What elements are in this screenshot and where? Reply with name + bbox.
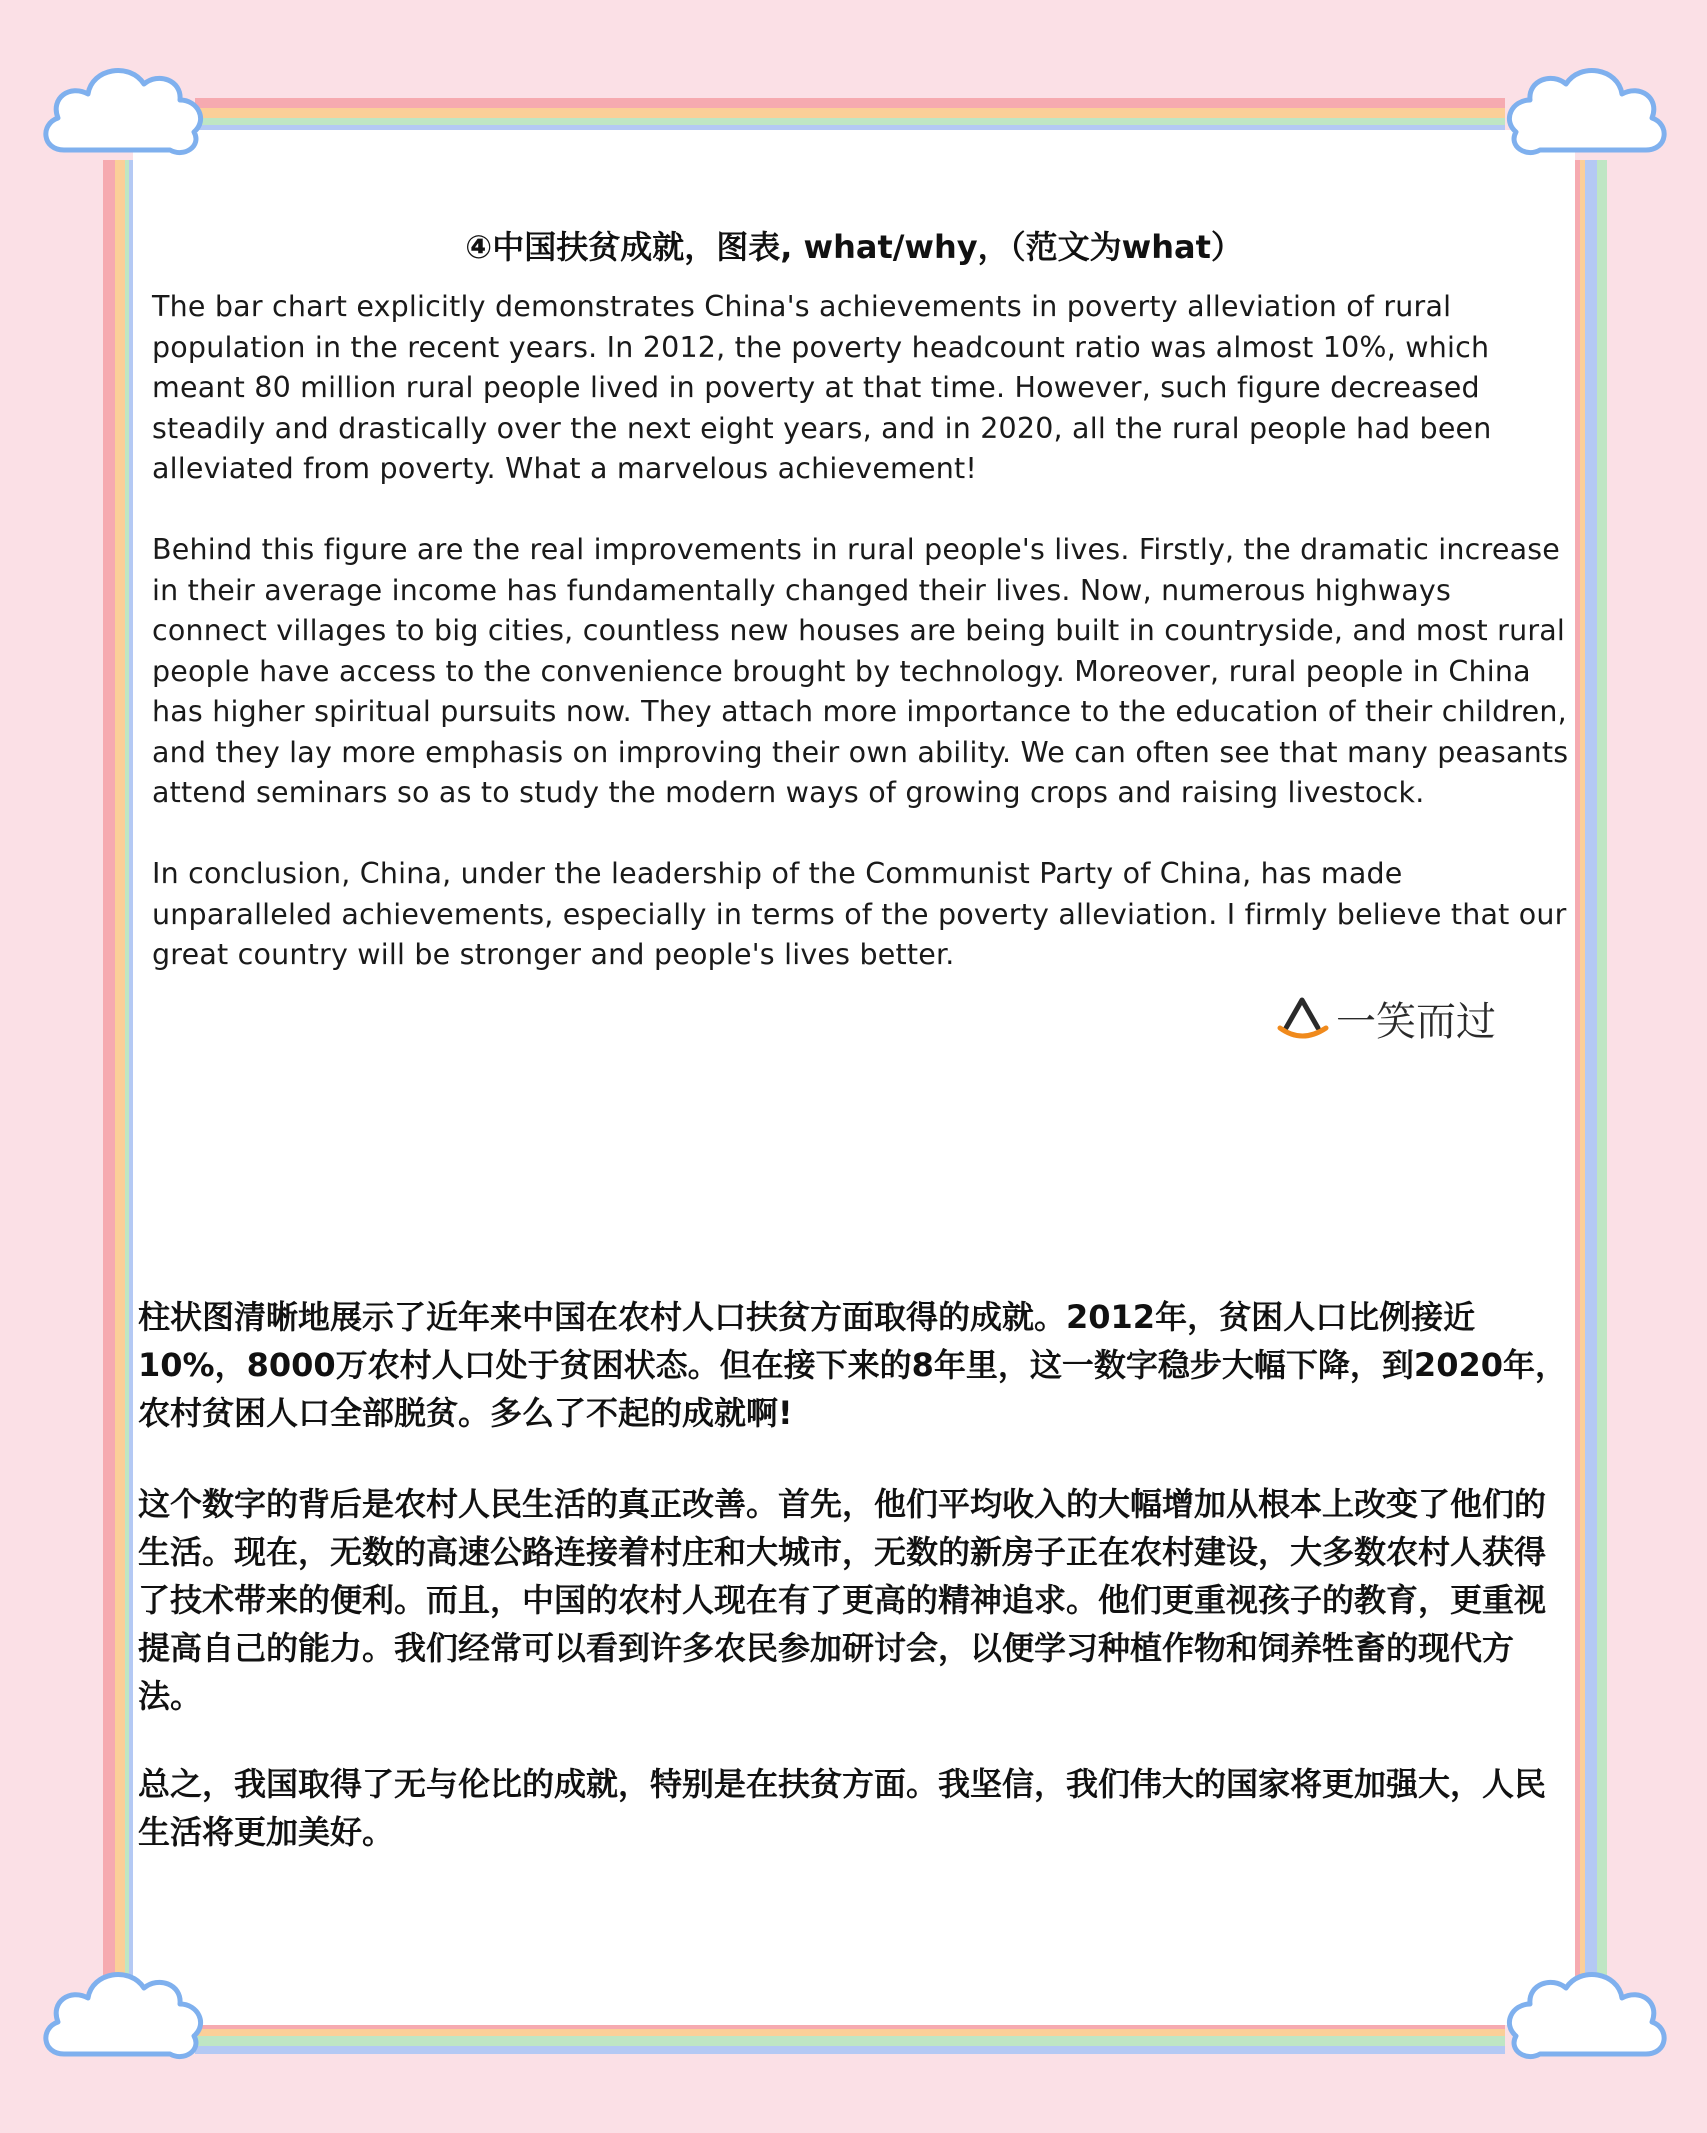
chinese-paragraph-1: 柱状图清晰地展示了近年来中国在农村人口扶贫方面取得的成就。2012年，贫困人口比例接近10%，8000万农村人口处于贫困状态。但在接下来的8年里，这一数字稳步大幅下降，到2020年，农村贫困人口全部脱贫。多么了不起的成就啊! [138, 1298, 1567, 1432]
watermark-logo [1276, 990, 1496, 1046]
right-stripe-orange [1580, 160, 1585, 1990]
english-paragraph-1: The bar chart explicitly demonstrates China's achievements in poverty alleviation of rural population in the recent years. In 2012, the poverty headcount ratio was almost 10%, which meant 80 million rural people lived in poverty at that time. However, such figure decreased steadily and drastically over the next eight years, and in 2020, all the rural people had been alleviated from poverty. What a marvelous achievement! [152, 290, 1492, 485]
left-stripe-orange [115, 160, 125, 1990]
right-stripe-green [1597, 160, 1607, 1990]
logo-text: 一笑而过 [1336, 998, 1496, 1045]
bottom-stripe-green [195, 2036, 1505, 2046]
bottom-stripe-blue [195, 2046, 1505, 2054]
right-stripe-blue [1585, 160, 1597, 1990]
right-stripe-red [1575, 160, 1580, 1990]
top-stripe-red [195, 98, 1505, 108]
bottom-stripe-orange [195, 2029, 1505, 2036]
cloud-icon [34, 1958, 214, 2078]
english-paragraph-2: Behind this figure are the real improvements in rural people's lives. Firstly, the dramatic increase in their average income has fundamentally changed their lives. Now, numerous highways connect villages to big cities, countless new houses are being built in countryside, and most rural people have access to the convenience brought by technology. Moreover, rural people in China has higher spiritual pursuits now. They attach more importance to the education of their children, and they lay more emphasis on improving their own ability. We can often see that many peasants attend seminars so as to study the modern ways of growing crops and raising livestock. [152, 533, 1569, 809]
cloud-icon [1496, 54, 1676, 174]
cloud-icon [1496, 1958, 1676, 2078]
smile-logo-icon [1276, 994, 1330, 1042]
cloud-icon [34, 54, 214, 174]
top-stripe-green [195, 118, 1505, 125]
top-stripe-orange [195, 108, 1505, 118]
english-paragraph-3: In conclusion, China, under the leadership of the Communist Party of China, has made unparalleled achievements, especially in terms of the poverty alleviation. I firmly believe that our great country will be stronger and people's lives better. [152, 857, 1567, 971]
page-title: ④中国扶贫成就，图表, what/why，（范文为what） [465, 228, 1243, 266]
left-stripe-green [125, 160, 129, 1990]
left-stripe-red [103, 160, 115, 1990]
chinese-paragraph-2: 这个数字的背后是农村人民生活的真正改善。首先，他们平均收入的大幅增加从根本上改变了他们的生活。现在，无数的高速公路连接着村庄和大城市，无数的新房子正在农村建设，大多数农村人获得了技术带来的便利。而且，中国的农村人现在有了更高的精神追求。他们更重视孩子的教育，更重视提高自己的能力。我们经常可以看到许多农民参加研讨会，以便学习种植作物和饲养牲畜的现代方法。 [138, 1485, 1547, 1715]
chinese-paragraph-3: 总之，我国取得了无与伦比的成就，特别是在扶贫方面。我坚信，我们伟大的国家将更加强大，人民生活将更加美好。 [138, 1765, 1547, 1851]
